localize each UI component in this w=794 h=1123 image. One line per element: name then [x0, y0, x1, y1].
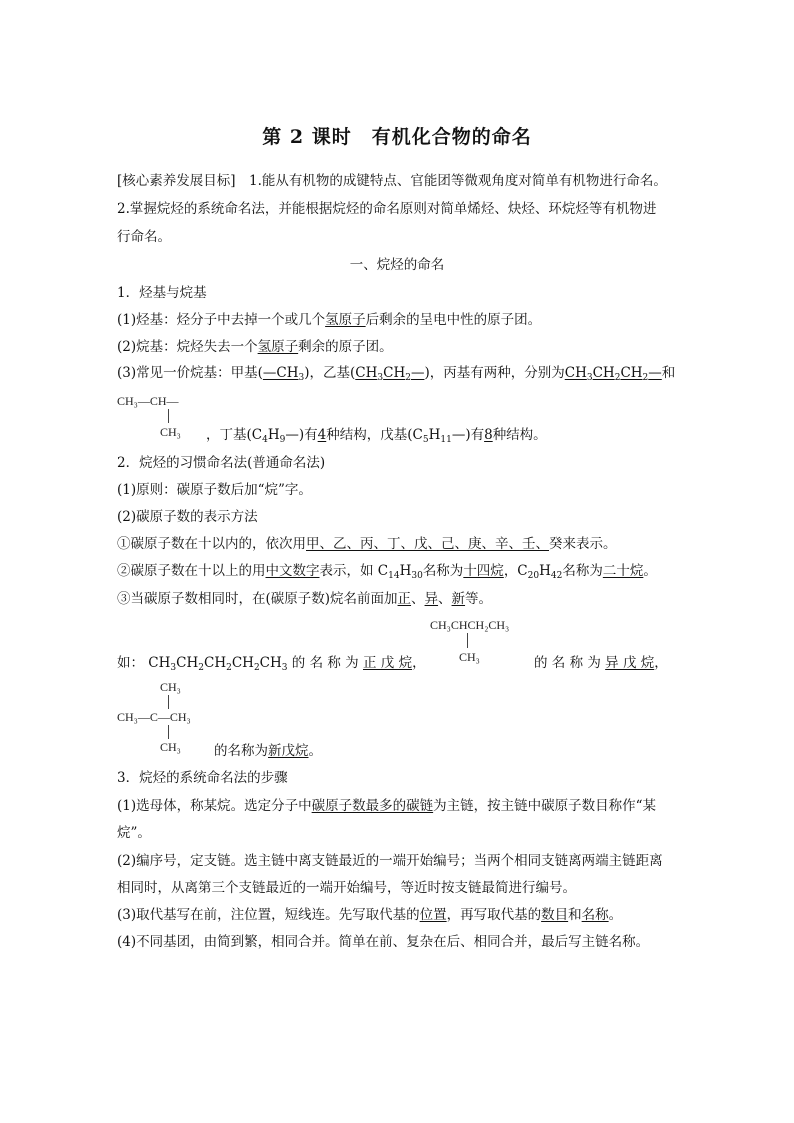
isopentane-bond [467, 633, 468, 648]
s3-p2: (2)编序号，定支链。选主链中离支链最近的一端开始编号；当两个相同支链离两端主链距离 [117, 853, 663, 869]
s3-p4: (4)不同基团，由简到繁，相同合并。简单在前、复杂在后、相同合并，最后写主链名称。 [117, 934, 650, 950]
s2-p2: (2)碳原子数的表示方法 [117, 509, 258, 525]
goals-line-3: 行命名。 [117, 229, 171, 245]
isopropyl-formula-top: CH₃—CH— [117, 394, 179, 408]
isopentane-formula-top: CH₃CHCH₂CH₃ [430, 618, 510, 632]
s2-p5: ③当碳原子数相同时，在(碳原子数)烷名前面加正、异、新等。 [117, 591, 493, 607]
s3-heading: 3．烷烃的系统命名法的步骤 [117, 770, 288, 786]
isopentane-formula-bottom: CH₃ [459, 650, 480, 664]
s2-heading: 2．烷烃的习惯命名法(普通命名法) [117, 455, 326, 471]
goals-tag: [核心素养发展目标] [117, 173, 236, 189]
s2-example-line-2: 的 名 称 为 异 戊 烷， [534, 655, 668, 671]
s2-p1: (1)原则：碳原子数后加“烷”字。 [117, 482, 312, 498]
s2-p3: ①碳原子数在十以内的，依次用甲、乙、丙、丁、戊、己、庚、辛、壬、癸来表示。 [117, 536, 617, 552]
section-heading-1: 一、烷烃的命名 [349, 257, 445, 273]
neopentane-formula-mid: CH₃—C—CH₃ [117, 710, 191, 724]
isopropyl-formula-bottom: CH₃ [160, 425, 181, 439]
s2-p4: ②碳原子数在十以上的用中文数字表示，如 $C_{14}H_{30}$名称为十四烷，$C_{20}H_{42}$名称为二十烷。 [117, 563, 657, 581]
neopentane-formula-bottom: CH₃ [160, 740, 181, 754]
s3-p3: (3)取代基写在前，注位置，短线连。先写取代基的位置，再写取代基的数目和名称。 [117, 907, 623, 923]
page-title: 第 2 课时 有机化合物的命名 [262, 126, 532, 148]
isopropyl-bond [168, 409, 169, 423]
s1-p4: ，丁基$(C_4H_9—)$有4种结构，戊基$(C_5H_{11}—)$有8种结构。 [206, 427, 547, 445]
s3-p1: (1)选母体，称某烷。选定分子中碳原子数最多的碳链为主链，按主链中碳原子数目称作“某 [117, 798, 657, 814]
neopentane-bond-top [168, 695, 169, 709]
s1-p2: (2)烷基：烷烃失去一个氢原子剩余的原子团。 [117, 339, 393, 355]
s3-p1-cont: 烷”。 [117, 825, 151, 841]
s1-p1: (1)烃基：烃分子中去掉一个或几个氢原子后剩余的呈电中性的原子团。 [117, 312, 542, 328]
goals-line-2: 2.掌握烷烃的系统命名法，并能根据烷烃的命名原则对简单烯烃、炔烃、环烷烃等有机物进 [117, 201, 657, 217]
neopentane-bond-bottom [168, 725, 169, 739]
s1-p3: (3)常见一价烷基：甲基$(—CH_3)$，乙基$(CH_3CH_2—)$，丙基有两种，分别为$CH_3CH_2CH_2—$和 [117, 365, 676, 383]
s2-example-line: 如： $CH_3CH_2CH_2CH_2CH_3$ 的 名 称 为 正 戊 烷， [117, 655, 426, 673]
s3-p2-cont: 相同时，从离第三个支链最近的一端开始编号，等近时按支链最简进行编号。 [117, 880, 576, 896]
s1-heading: 1．烃基与烷基 [117, 285, 207, 301]
neopentane-formula-top: CH₃ [160, 680, 181, 694]
goals-line-1: [核心素养发展目标] 1.能从有机物的成键特点、官能团等微观角度对简单有机物进行命名。 [117, 173, 667, 189]
s2-neo-line: 的名称为新戊烷。 [214, 743, 322, 759]
